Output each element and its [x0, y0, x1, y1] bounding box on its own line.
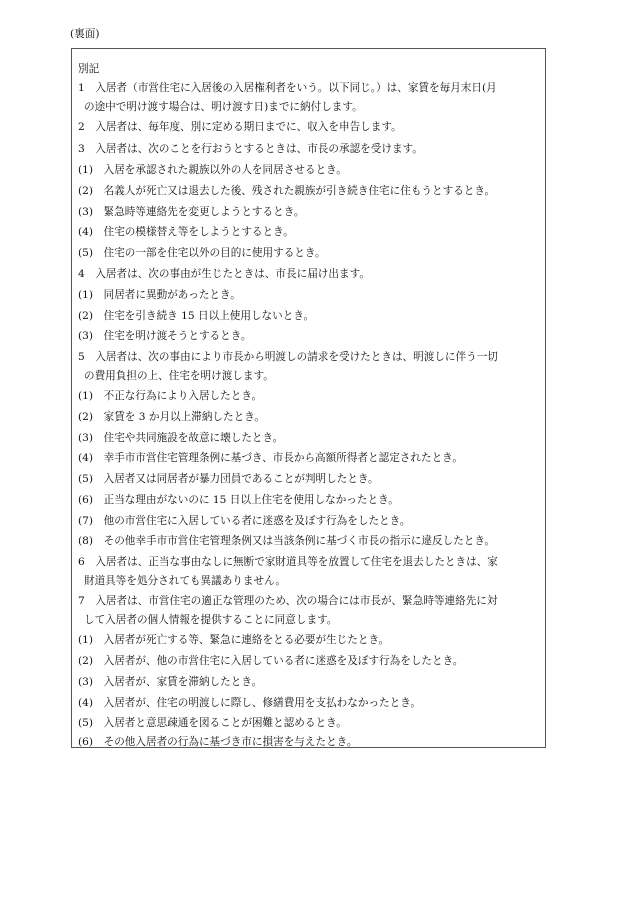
text-line: (1) 不正な行為により入居したとき。 — [78, 390, 263, 402]
text-line: (1) 同居者に異動があったとき。 — [78, 289, 241, 301]
text-line: 2 入居者は、毎年度、別に定める期日までに、収入を申告します。 — [78, 121, 402, 133]
text-line: (3) 住宅や共同施設を故意に壊したとき。 — [78, 432, 284, 444]
text-line: の途中で明け渡す場合は、明け渡す日)までに納付します。 — [84, 101, 363, 113]
text-line: (6) その他入居者の行為に基づき市に損害を与えたとき。 — [78, 736, 358, 748]
text-line: (6) 正当な理由がないのに 15 日以上住宅を使用しなかったとき。 — [78, 494, 399, 506]
text-line: (2) 住宅を引き続き 15 日以上使用しないとき。 — [78, 310, 315, 322]
text-line: (1) 入居を承認された親族以外の人を同居させるとき。 — [78, 164, 347, 176]
text-line: (2) 入居者が、他の市営住宅に入居している者に迷惑を及ぼす行為をしたとき。 — [78, 655, 464, 667]
text-line: (4) 住宅の模様替え等をしようとするとき。 — [78, 226, 294, 238]
text-line: (1) 入居者が死亡する等、緊急に連絡をとる必要が生じたとき。 — [78, 634, 390, 646]
text-line: 6 入居者は、正当な事由なしに無断で家財道具等を放置して住宅を退去したときは、家 — [78, 556, 498, 568]
text-line: (5) 住宅の一部を住宅以外の目的に使用するとき。 — [78, 247, 326, 259]
text-line: (7) 他の市営住宅に入居している者に迷惑を及ぼす行為をしたとき。 — [78, 515, 411, 527]
text-line: (2) 名義人が死亡又は退去した後、残された親族が引き続き住宅に住もうとするとき。 — [78, 185, 496, 197]
text-line: の費用負担の上、住宅を明け渡します。 — [84, 370, 274, 382]
text-line: 4 入居者は、次の事由が生じたときは、市長に届け出ます。 — [78, 268, 370, 280]
text-line: (5) 入居者又は同居者が暴力団員であることが判明したとき。 — [78, 473, 379, 485]
section-heading: 別記 — [78, 63, 100, 75]
text-line: (8) その他幸手市市営住宅管理条例又は当該条例に基づく市長の指示に違反したとき。 — [78, 535, 496, 547]
text-line: (4) 幸手市市営住宅管理条例に基づき、市長から高額所得者と認定されたとき。 — [78, 452, 463, 464]
text-line: 1 入居者（市営住宅に入居後の入居権利者をいう。以下同じ。）は、家賃を毎月末日(月 — [78, 82, 497, 94]
text-line: して入居者の個人情報を提供することに同意します。 — [84, 614, 338, 626]
text-line: (5) 入居者と意思疎通を図ることが困難と認めるとき。 — [78, 717, 347, 729]
page-side-label: (裏面) — [70, 28, 100, 40]
text-line: (2) 家賃を 3 か月以上滞納したとき。 — [78, 411, 265, 423]
text-line: 7 入居者は、市営住宅の適正な管理のため、次の場合には市長が、緊急時等連絡先に対 — [78, 595, 498, 607]
text-line: 3 入居者は、次のことを行おうとするときは、市長の承認を受けます。 — [78, 143, 423, 155]
text-line: 5 入居者は、次の事由により市長から明渡しの請求を受けたときは、明渡しに伴う一切 — [78, 351, 498, 363]
text-line: (4) 入居者が、住宅の明渡しに際し、修繕費用を支払わなかったとき。 — [78, 697, 421, 709]
text-line: (3) 緊急時等連絡先を変更しようとするとき。 — [78, 206, 305, 218]
text-line: (3) 住宅を明け渡そうとするとき。 — [78, 330, 252, 342]
text-line: 財道具等を処分されても異議ありません。 — [84, 575, 286, 587]
text-line: (3) 入居者が、家賃を滞納したとき。 — [78, 676, 263, 688]
